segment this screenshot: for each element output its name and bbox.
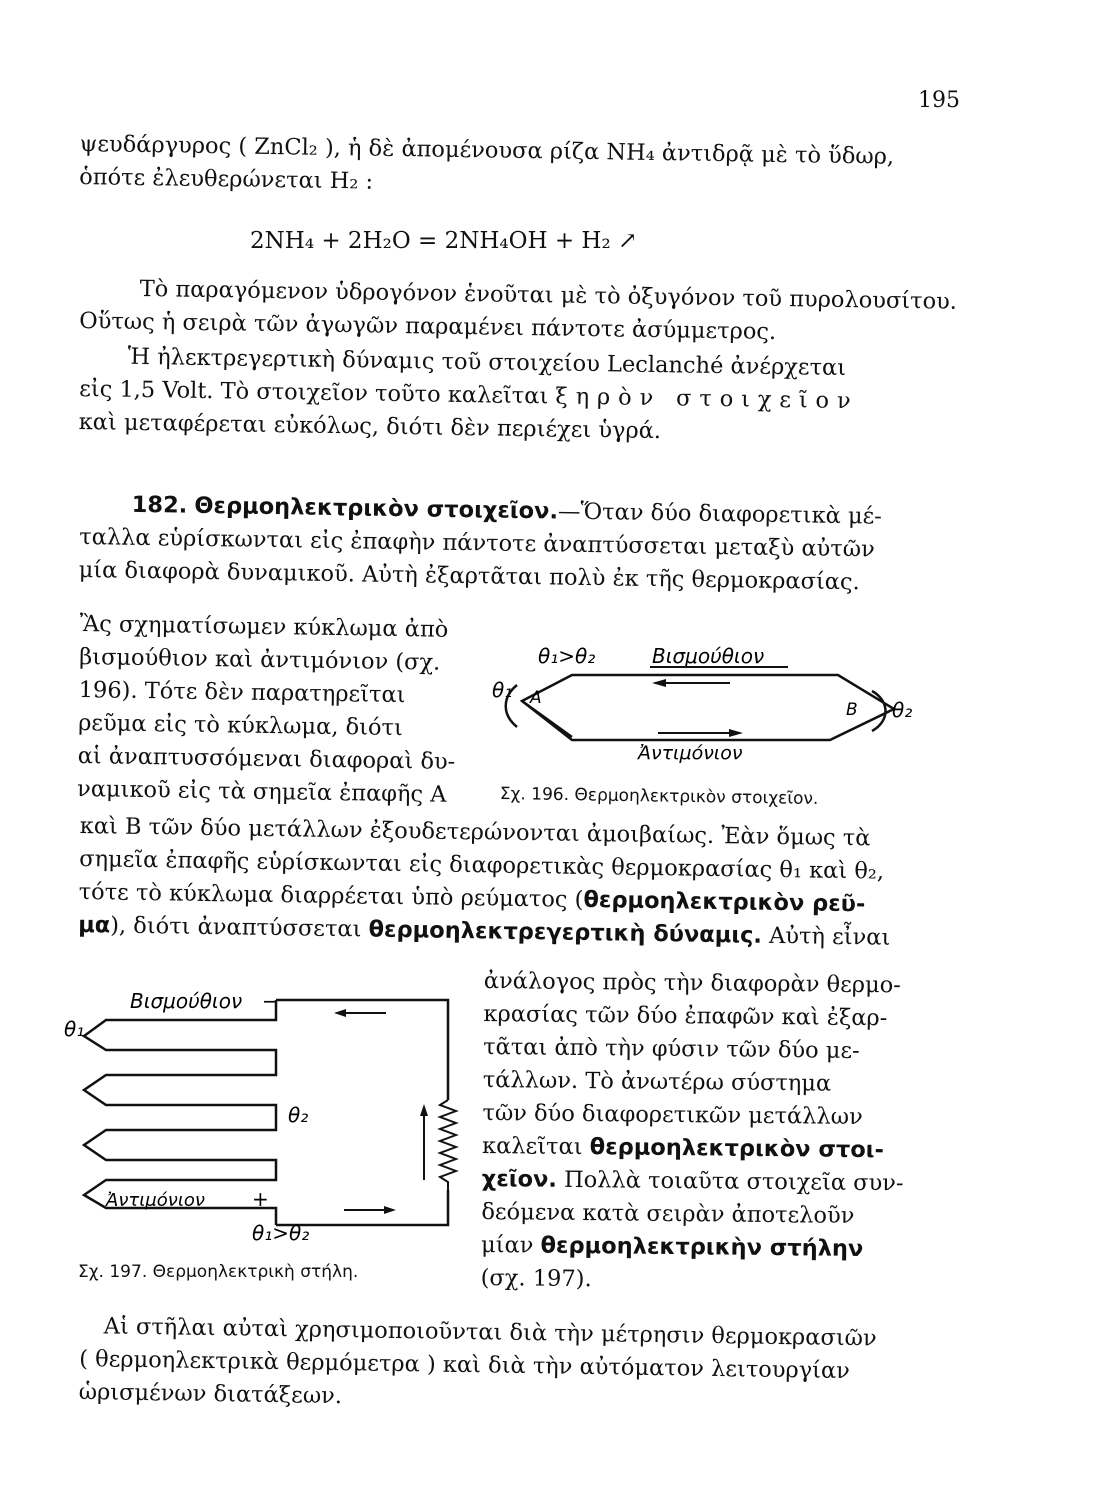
text-span: μίαν xyxy=(480,1231,534,1259)
text-line: ταλλα εὑρίσκωνται εἰς ἐπαφὴν πάντοτε ἀναπτύσσεται μεταξὺ αὐτῶν xyxy=(79,523,876,563)
text-span: καλεῖται xyxy=(481,1132,583,1161)
chemical-equation: 2NH₄ + 2H₂O = 2NH₄OH + H₂ ↗ xyxy=(250,228,638,254)
text-line: τάλλων. Τὸ ἀνωτέρω σύστημα xyxy=(482,1066,832,1097)
text-line: ναμικοῦ εἰς τὰ σημεῖα ἐπαφῆς A xyxy=(76,775,447,808)
text-span: —Ὅταν δύο διαφορετικὰ μέ- xyxy=(557,498,883,530)
text-line: ψευδάργυρος ( ZnCl₂ ), ἡ δὲ ἀπομένουσα ρίζα NH₄ ἀντιδρᾷ μὲ τὸ ὕδωρ, xyxy=(79,130,895,170)
text-line: καὶ B τῶν δύο μετάλλων ἐξουδετερώνονται ἀμοιβαίως. Ἐὰν ὅμως τὰ xyxy=(79,812,871,852)
fig196-point-b: B xyxy=(846,700,858,720)
fig196-circuit xyxy=(522,675,894,740)
text-line: ἀνάλογος πρὸς τὴν διαφορὰν θερμο- xyxy=(483,967,901,999)
paragraph-leclanche xyxy=(78,340,959,453)
text-line: Αἱ στῆλαι αὐταὶ χρησιμοποιοῦνται διὰ τὴν μέτρησιν θερμοκρασιῶν xyxy=(103,1313,877,1352)
fig196-arrowhead xyxy=(729,729,743,737)
text-line: τῶν δύο διαφορετικῶν μετάλλων xyxy=(482,1099,863,1130)
bold-term: θερμοηλεκτρικὸν ρεῦ- xyxy=(583,886,866,918)
fig197-arrowhead xyxy=(420,1104,428,1116)
page-number: 195 xyxy=(918,88,960,113)
text-line: ὁπότε ἐλευθερώνεται H₂ : xyxy=(79,163,374,195)
fig197-arrowhead xyxy=(334,1009,346,1017)
bold-term: μα xyxy=(77,911,111,939)
text-line: βισμούθιον καὶ ἀντιμόνιον (σχ. xyxy=(79,643,441,676)
fig197-minus: − xyxy=(262,989,279,1013)
fig197-theta2: θ₂ xyxy=(288,1103,309,1127)
text-line xyxy=(482,1163,904,1200)
text-line xyxy=(482,1130,904,1167)
fig196-arrowhead xyxy=(652,679,666,687)
figure-197-caption: Σχ. 197. Θερμοηλεκτρικὴ στήλη. xyxy=(78,1262,359,1282)
paragraph-final xyxy=(78,1310,959,1423)
section-title: Θερμοηλεκτρικὸν στοιχεῖον. xyxy=(194,492,559,525)
text-line: (σχ. 197). xyxy=(480,1264,592,1293)
text-line xyxy=(481,1229,903,1266)
text-line: κρασίας τῶν δύο ἐπαφῶν καὶ ἐξαρ- xyxy=(483,1000,888,1032)
text-line: Τὸ παραγόμενον ὑδρογόνον ἑνοῦται μὲ τὸ ὀξυγόνον τοῦ πυρολουσίτου. xyxy=(139,275,958,315)
fig197-wire-bottom xyxy=(276,1190,448,1225)
figure-196-caption: Σχ. 196. Θερμοηλεκτρικὸν στοιχεῖον. xyxy=(499,784,819,810)
text-span: Πολλὰ τοιαῦτα στοιχεῖα συν- xyxy=(563,1166,904,1197)
fig196-antimony-label: Ἀντιμόνιον xyxy=(638,742,743,764)
bold-term: θερμοηλεκτρικὸν στοι- xyxy=(589,1134,884,1164)
text-line: τᾶται ἀπὸ τὴν φύσιν τῶν δύο με- xyxy=(483,1033,860,1064)
text-span: ), διότι ἀναπτύσσεται xyxy=(110,912,362,943)
text-line: μία διαφορὰ δυναμικοῦ. Αὐτὴ ἐξαρτᾶται πολὺ ἐκ τῆς θερμοκρασίας. xyxy=(78,556,860,596)
fig197-arrowhead xyxy=(384,1206,396,1214)
fig196-theta1: θ₁ xyxy=(492,678,513,702)
bold-term: χεῖον. xyxy=(481,1165,558,1193)
fig196-condition: θ₁>θ₂ xyxy=(538,644,596,668)
text-line: Οὕτως ἡ σειρὰ τῶν ἀγωγῶν παραμένει πάντοτε ἀσύμμετρος. xyxy=(79,307,777,345)
text-line: Ἂς σχηματίσωμεν κύκλωμα ἀπὸ xyxy=(79,610,449,643)
text-span: τότε τὸ κύκλωμα διαρρέεται ὑπὸ ρεύματος ( xyxy=(78,878,584,913)
fig197-resistor xyxy=(440,1100,456,1190)
fig197-plus: + xyxy=(252,1187,269,1211)
text-line: δεόμενα κατὰ σειρὰν ἀποτελοῦν xyxy=(481,1198,855,1229)
text-line: καὶ μεταφέρεται εὐκόλως, διότι δὲν περιέχει ὑγρά. xyxy=(78,408,662,445)
left-column-text xyxy=(77,608,458,812)
fig196-point-a: A xyxy=(530,688,542,708)
fig197-antimony-label: Ἀντιμόνιον xyxy=(106,1190,205,1211)
paragraph-hydrogen xyxy=(79,272,960,352)
text-line: ( θερμοηλεκτρικὰ θερμόμετρα ) καὶ διὰ τὴν αὐτόματον λειτουργίαν xyxy=(79,1345,851,1385)
text-span: εἰς 1,5 Volt. Τὸ στοιχεῖον τοῦτο καλεῖται xyxy=(79,375,549,410)
fig197-theta1: θ₁ xyxy=(64,1017,85,1041)
bold-term: θερμοηλεκτρικὴν στήλην xyxy=(540,1232,864,1262)
section-number: 182. xyxy=(131,491,188,519)
text-line: σημεῖα ἐπαφῆς εὑρίσκωνται εἰς διαφορετικὰς θερμοκρασίας θ₁ καὶ θ₂, xyxy=(79,845,885,885)
fig196-theta2: θ₂ xyxy=(892,698,913,722)
section-continued xyxy=(78,810,960,956)
text-line: αἱ ἀναπτυσσόμεναι διαφοραὶ δυ- xyxy=(77,742,456,775)
text-line: ρεῦμα εἰς τὸ κύκλωμα, διότι xyxy=(77,709,403,742)
figure-197 xyxy=(62,980,482,1250)
fig197-wire-top xyxy=(276,1000,448,1100)
right-column-text xyxy=(481,965,906,1299)
fig197-bismuth-label: Βισμούθιον xyxy=(130,989,243,1013)
fig197-condition: θ₁>θ₂ xyxy=(252,1221,310,1245)
text-line: ὡρισμένων διατάξεων. xyxy=(78,1378,343,1410)
figure-196 xyxy=(490,635,930,770)
spaced-term: ξηρὸν στοιχεῖον xyxy=(555,383,859,415)
text-span: Αὐτὴ εἶναι xyxy=(768,922,891,951)
section-182 xyxy=(78,488,959,601)
text-line: 196). Τότε δὲν παρατηρεῖται xyxy=(78,676,406,709)
fig196-bismuth-label: Βισμούθιον xyxy=(652,644,765,668)
paragraph-zinc xyxy=(79,128,960,208)
text-line: Ἡ ἠλεκτρεγερτικὴ δύναμις τοῦ στοιχείου Leclanché ἀνέρχεται xyxy=(127,343,847,382)
bold-term: θερμοηλεκτρεγερτικὴ δύναμις. xyxy=(368,916,763,949)
